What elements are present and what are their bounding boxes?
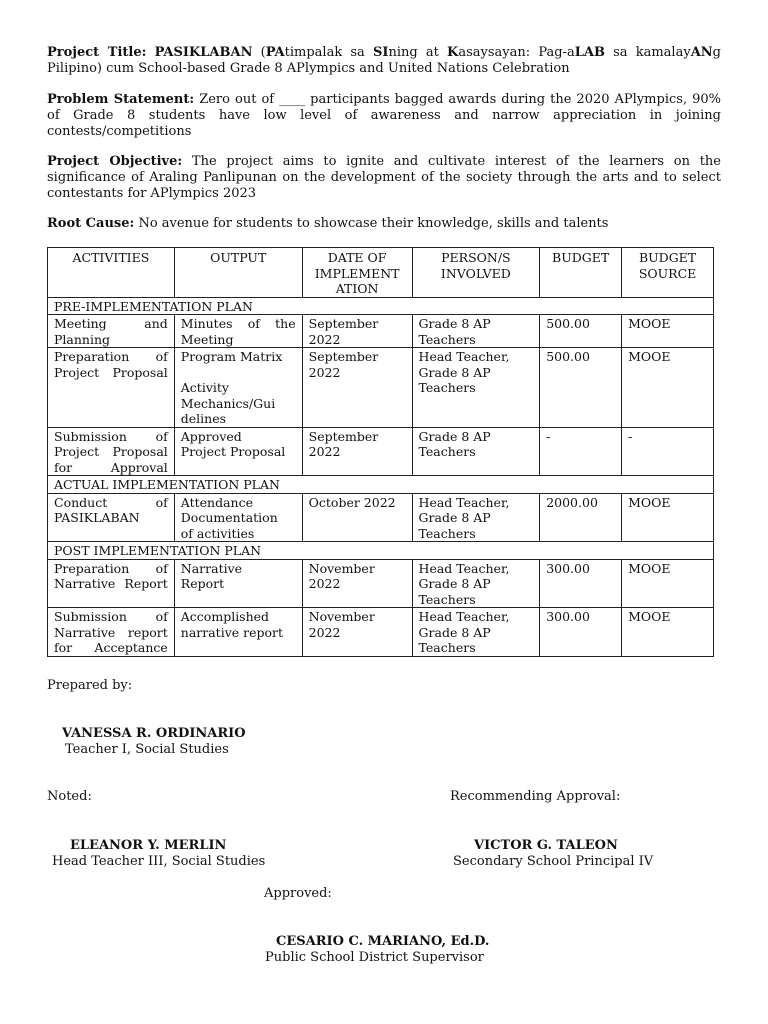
cell-source: - — [622, 427, 714, 476]
section-title: POST IMPLEMENTATION PLAN — [48, 542, 714, 560]
cell-activity: Preparation of Narrative Report — [48, 559, 175, 608]
cell-persons: Head Teacher, Grade 8 AP Teachers — [412, 348, 540, 428]
recommender-title: Secondary School Principal IV — [453, 854, 654, 869]
project-objective-text: The project aims to ignite and cultivate interest of the learners on the significance of Araling Panlipunan on the development of the society through the arts and to select contestants for APlympics 2023 — [47, 154, 721, 201]
title-segment: sa kamalay — [604, 45, 691, 60]
noted-label: Noted: — [47, 789, 92, 804]
cell-activity: Preparation of Project Proposal — [48, 348, 175, 428]
title-segment: LAB — [574, 45, 605, 60]
title-segment: ning at — [388, 45, 448, 60]
title-segment: ( — [252, 45, 266, 60]
preparer-name: VANESSA R. ORDINARIO — [62, 726, 246, 741]
section-row-actual-implementation — [48, 476, 714, 494]
header-budget: BUDGET — [540, 248, 622, 298]
project-title-text — [47, 45, 721, 76]
title-segment: PA — [265, 45, 285, 60]
approver-title: Public School District Supervisor — [265, 950, 484, 965]
project-objective-paragraph — [47, 154, 721, 202]
cell-budget: 300.00 — [540, 559, 622, 608]
table-row — [48, 493, 714, 542]
header-persons-involved: PERSON/S INVOLVED — [412, 248, 540, 298]
cell-date: September 2022 — [302, 315, 412, 348]
cell-source: MOOE — [622, 608, 714, 657]
table-header-row — [48, 248, 714, 298]
cell-persons: Head Teacher, Grade 8 AP Teachers — [412, 559, 540, 608]
cell-output: Program Matrix Activity Mechanics/Gui delines — [174, 348, 302, 428]
problem-statement-text: Zero out of ____ participants bagged awards during the 2020 APlympics, 90% of Grade 8 students have low level of awareness and narrow appreciation in joining contests/competitions — [47, 92, 722, 139]
cell-persons: Grade 8 AP Teachers — [412, 315, 540, 348]
header-activities: ACTIVITIES — [48, 248, 175, 298]
noter-title: Head Teacher III, Social Studies — [52, 854, 266, 869]
problem-statement-paragraph — [47, 92, 721, 140]
noter-name: ELEANOR Y. MERLIN — [70, 838, 227, 853]
cell-date: September 2022 — [302, 427, 412, 476]
recommending-approval-label: Recommending Approval: — [450, 789, 621, 804]
title-segment: AN — [690, 45, 713, 60]
section-row-pre-implementation — [48, 297, 714, 315]
title-segment: timpalak sa — [284, 45, 373, 60]
root-cause-paragraph — [47, 216, 721, 232]
cell-output: Minutes of the Meeting — [174, 315, 302, 348]
approved-label: Approved: — [264, 886, 332, 901]
cell-source: MOOE — [622, 559, 714, 608]
header-date-of-implementation: DATE OF IMPLEMENT ATION — [302, 248, 412, 298]
cell-output: Accomplished narrative report — [174, 608, 302, 657]
cell-budget: 500.00 — [540, 315, 622, 348]
table-row — [48, 608, 714, 657]
problem-statement-label: Problem Statement: — [47, 92, 195, 107]
cell-activity: Submission of Project Proposal for Approval — [48, 427, 175, 476]
cell-budget: 2000.00 — [540, 493, 622, 542]
section-row-post-implementation — [48, 542, 714, 560]
table-row — [48, 559, 714, 608]
cell-activity: Meeting and Planning — [48, 315, 175, 348]
cell-output: Approved Project Proposal — [174, 427, 302, 476]
title-segment: asaysayan: Pag-a — [458, 45, 575, 60]
cell-budget: 500.00 — [540, 348, 622, 428]
cell-budget: - — [540, 427, 622, 476]
root-cause-label: Root Cause: — [47, 216, 135, 231]
cell-source: MOOE — [622, 348, 714, 428]
cell-date: October 2022 — [302, 493, 412, 542]
cell-persons: Head Teacher, Grade 8 AP Teachers — [412, 608, 540, 657]
cell-output: Attendance Documentation of activities — [174, 493, 302, 542]
table-row — [48, 315, 714, 348]
cell-source: MOOE — [622, 493, 714, 542]
root-cause-text: No avenue for students to showcase their knowledge, skills and talents — [138, 216, 609, 231]
approver-name: CESARIO C. MARIANO, Ed.D. — [276, 934, 490, 949]
cell-activity: Conduct of PASIKLABAN — [48, 493, 175, 542]
cell-output: Narrative Report — [174, 559, 302, 608]
title-segment: SI — [373, 45, 389, 60]
project-title-label: Project Title: — [47, 45, 147, 60]
cell-source: MOOE — [622, 315, 714, 348]
recommender-name: VICTOR G. TALEON — [474, 838, 618, 853]
header-output: OUTPUT — [174, 248, 302, 298]
table-row — [48, 427, 714, 476]
title-segment: g Pilipino) cum School-based Grade 8 APlympics and United Nations Celebration — [47, 45, 721, 76]
cell-persons: Grade 8 AP Teachers — [412, 427, 540, 476]
prepared-by-label: Prepared by: — [47, 678, 133, 693]
project-title-paragraph — [47, 45, 721, 77]
cell-date: November 2022 — [302, 559, 412, 608]
preparer-title: Teacher I, Social Studies — [65, 742, 229, 757]
header-budget-source: BUDGET SOURCE — [622, 248, 714, 298]
section-title: PRE-IMPLEMENTATION PLAN — [48, 297, 714, 315]
title-segment: PASIKLABAN — [154, 45, 253, 60]
table-row — [48, 348, 714, 428]
cell-date: September 2022 — [302, 348, 412, 428]
section-title: ACTUAL IMPLEMENTATION PLAN — [48, 476, 714, 494]
implementation-plan-table — [47, 247, 714, 657]
cell-activity: Submission of Narrative report for Acceptance — [48, 608, 175, 657]
cell-persons: Head Teacher, Grade 8 AP Teachers — [412, 493, 540, 542]
project-objective-label: Project Objective: — [47, 154, 183, 169]
cell-date: November 2022 — [302, 608, 412, 657]
cell-budget: 300.00 — [540, 608, 622, 657]
title-segment: K — [447, 45, 459, 60]
